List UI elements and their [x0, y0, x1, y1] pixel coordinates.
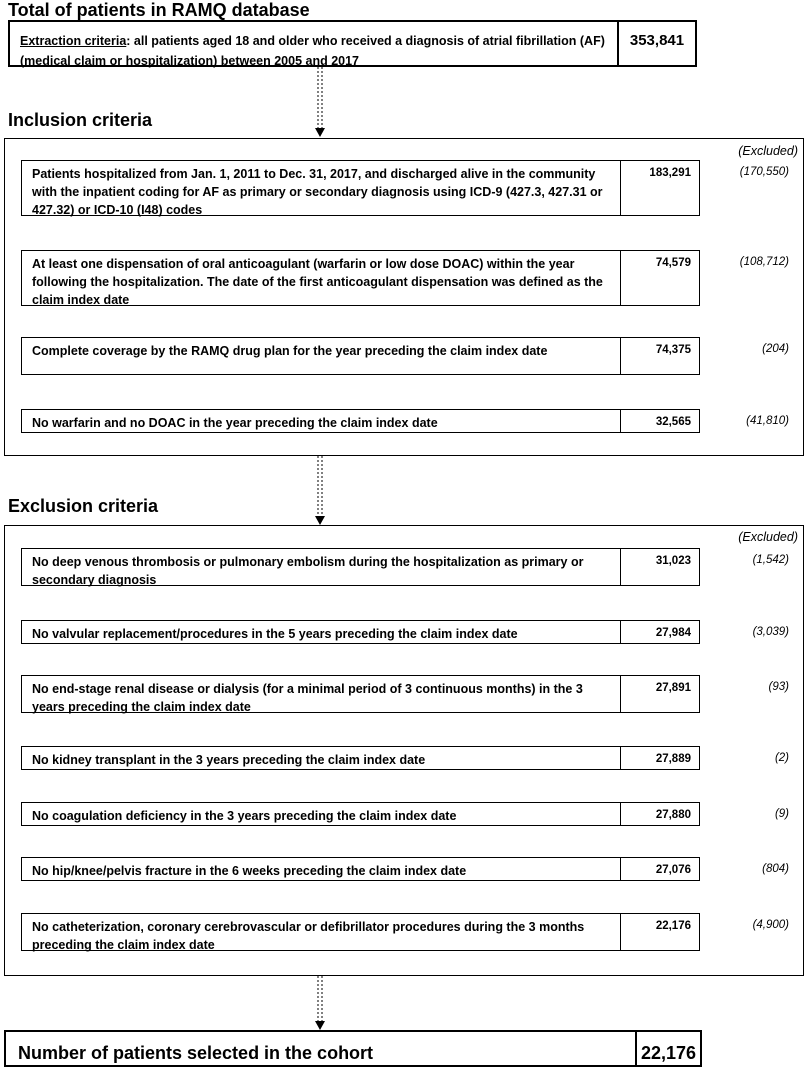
inclusion-count: 183,291 — [649, 167, 691, 179]
inclusion-excluded-count: (108,712) — [739, 256, 789, 268]
exclusion-criterion-box — [21, 746, 621, 770]
arrow-head — [315, 1021, 325, 1030]
exclusion-count: 27,984 — [655, 627, 691, 639]
inclusion-count: 74,579 — [655, 257, 691, 269]
inclusion-excluded-count: (204) — [762, 343, 789, 355]
exclusion-criterion-box — [21, 548, 621, 586]
total-count: 353,841 — [629, 32, 685, 49]
exclusion-excluded-count: (4,900) — [752, 919, 789, 931]
exclusion-excluded-count: (93) — [768, 681, 789, 693]
inclusion-count-box — [620, 160, 700, 216]
extraction-criteria-text: Extraction criteria: all patients aged 18 and older who received a diagnosis of atrial fibrillation (AF) (medical claim or hospitalization) between 2005 and 2017 — [20, 34, 605, 68]
exclusion-criterion-text: No kidney transplant in the 3 years preceding the claim index date — [32, 753, 426, 767]
exclusion-criterion-text: No coagulation deficiency in the 3 years preceding the claim index date — [32, 809, 457, 823]
exclusion-criterion-box — [21, 802, 621, 826]
inclusion-criterion-text: Complete coverage by the RAMQ drug plan for the year preceding the claim index date — [32, 344, 548, 358]
exclusion-count-box — [620, 548, 700, 586]
inclusion-count-box — [620, 250, 700, 306]
exclusion-criterion-text: No deep venous thrombosis or pulmonary embolism during the hospitalization as primary or secondary diagnosis — [32, 555, 584, 587]
final-count-box — [635, 1030, 702, 1067]
exclusion-count-box — [620, 675, 700, 713]
exclusion-count-box — [620, 913, 700, 951]
inclusion-criterion-box — [21, 160, 621, 216]
extraction-criteria-label: Extraction criteria — [20, 34, 127, 48]
exclusion-criterion-text: No hip/knee/pelvis fracture in the 6 weeks preceding the claim index date — [32, 864, 467, 878]
exclusion-count-box — [620, 746, 700, 770]
inclusion-count: 74,375 — [655, 344, 691, 356]
inclusion-excluded-count: (170,550) — [739, 166, 789, 178]
final-label-box — [4, 1030, 637, 1067]
inclusion-criterion-box — [21, 409, 621, 433]
final-label: Number of patients selected in the cohort — [18, 1043, 374, 1063]
total-count-box — [617, 20, 697, 67]
arrow-head — [315, 128, 325, 137]
exclusion-count: 31,023 — [655, 555, 691, 567]
inclusion-count-box — [620, 409, 700, 433]
inclusion-criterion-box — [21, 250, 621, 306]
exclusion-criterion-text: No end-stage renal disease or dialysis (for a minimal period of 3 continuous months) in the 3 years preceding the claim index date — [32, 682, 583, 714]
exclusion-excluded-header: (Excluded) — [738, 530, 798, 544]
inclusion-count-box — [620, 337, 700, 375]
exclusion-count-box — [620, 802, 700, 826]
arrow-head — [315, 516, 325, 525]
inclusion-criterion-text: At least one dispensation of oral anticoagulant (warfarin or low dose DOAC) within the year following the hospitalization. The date of the first anticoagulant dispensation was defined as the claim index date — [32, 257, 603, 307]
exclusion-excluded-count: (1,542) — [752, 554, 789, 566]
exclusion-excluded-count: (9) — [774, 808, 789, 820]
exclusion-heading: Exclusion criteria — [8, 496, 159, 516]
inclusion-criterion-text: No warfarin and no DOAC in the year preceding the claim index date — [32, 416, 438, 430]
inclusion-count: 32,565 — [655, 416, 691, 428]
exclusion-count: 27,880 — [655, 809, 691, 821]
exclusion-count: 27,076 — [655, 864, 691, 876]
exclusion-excluded-count: (804) — [762, 863, 789, 875]
exclusion-count-box — [620, 620, 700, 644]
extraction-criteria-box — [8, 20, 619, 67]
exclusion-count: 27,891 — [655, 682, 691, 694]
exclusion-criterion-box — [21, 913, 621, 951]
exclusion-criterion-text: No catheterization, coronary cerebrovascular or defibrillator procedures during the 3 months preceding the claim index date — [32, 920, 585, 952]
exclusion-criterion-box — [21, 857, 621, 881]
inclusion-criterion-box — [21, 337, 621, 375]
exclusion-count-box — [620, 857, 700, 881]
total-heading: Total of patients in RAMQ database — [8, 0, 310, 20]
inclusion-criterion-text: Patients hospitalized from Jan. 1, 2011 to Dec. 31, 2017, and discharged alive in the community with the inpatient coding for AF as primary or secondary diagnosis using ICD-9 (427.3, 427.31 or 427.32) or ICD-10 (I48) codes — [32, 167, 603, 217]
exclusion-criterion-box — [21, 620, 621, 644]
exclusion-count: 22,176 — [655, 920, 691, 932]
exclusion-excluded-count: (2) — [774, 752, 789, 764]
inclusion-heading: Inclusion criteria — [8, 110, 153, 130]
exclusion-criterion-text: No valvular replacement/procedures in the 5 years preceding the claim index date — [32, 627, 518, 641]
exclusion-criterion-box — [21, 675, 621, 713]
inclusion-excluded-count: (41,810) — [746, 415, 789, 427]
final-count: 22,176 — [640, 1043, 697, 1063]
exclusion-count: 27,889 — [655, 753, 691, 765]
inclusion-excluded-header: (Excluded) — [738, 144, 798, 158]
exclusion-excluded-count: (3,039) — [752, 626, 789, 638]
